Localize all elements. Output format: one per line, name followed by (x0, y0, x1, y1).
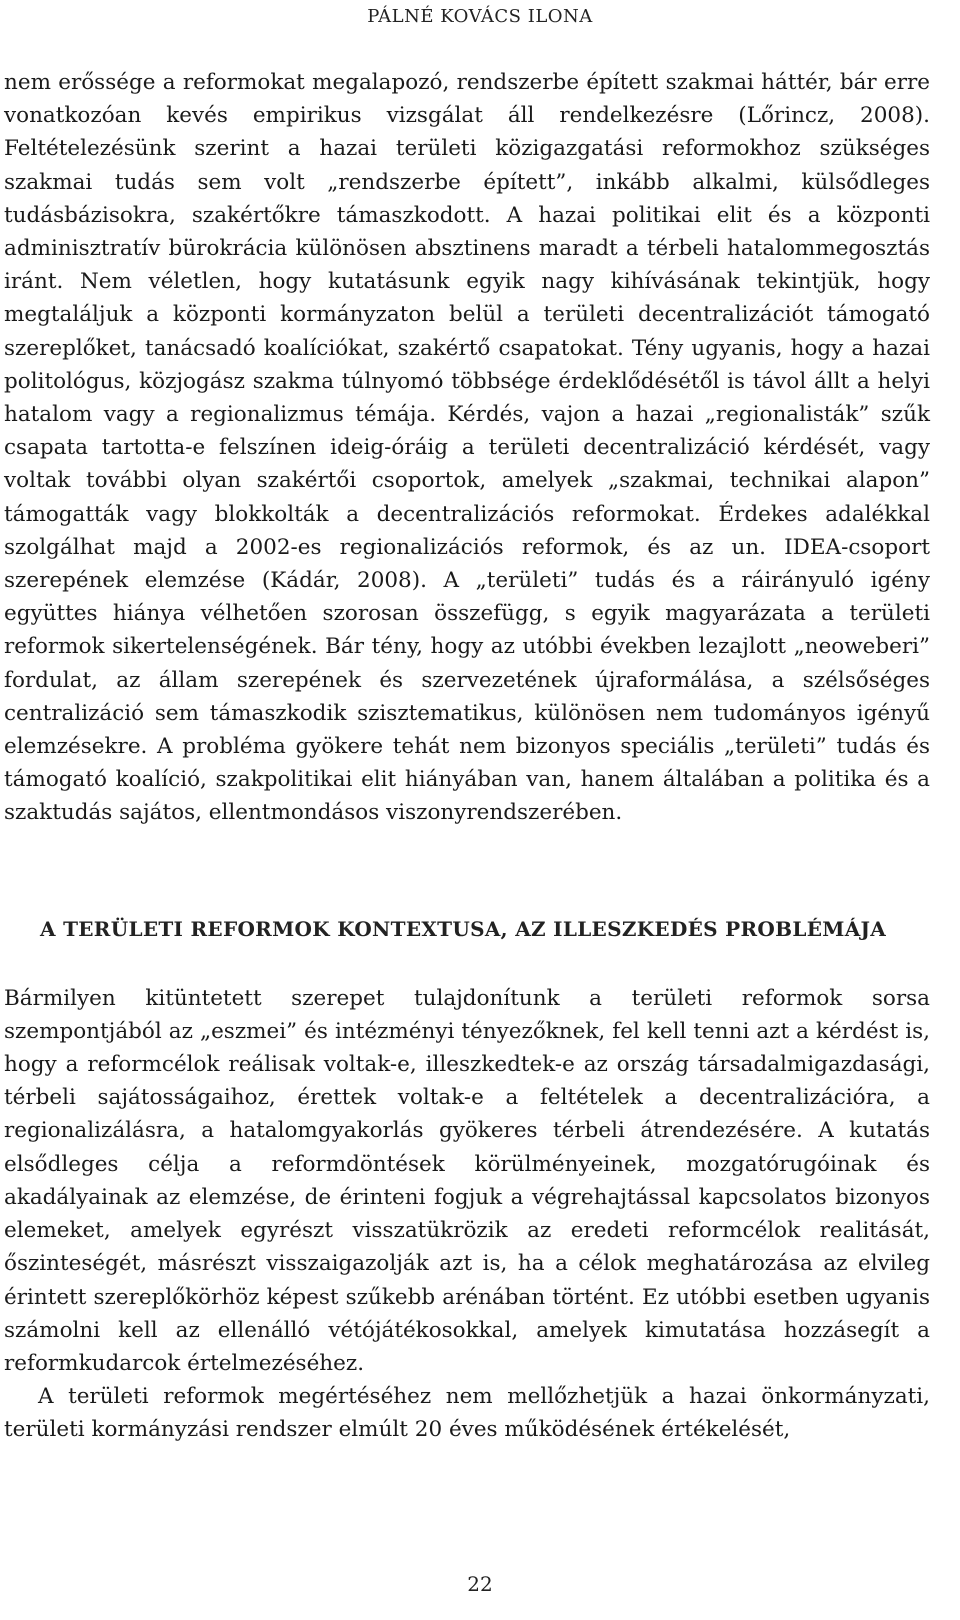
body-paragraph-3: A területi reformok megértéséhez nem mellőzhetjük a hazai önkormányzati, területi kormányzási rendszer elmúlt 20 éves működésének értékelését, (4, 1384, 930, 1443)
running-head: PÁLNÉ KOVÁCS ILONA (367, 6, 593, 27)
body-paragraph-2: Bármilyen kitüntetett szerepet tulajdonítunk a területi reformok sorsa szempontjából az „eszmei” és intézményi tényezőknek, fel kell tenni azt a kérdést is, hogy a reformcélok reálisak voltak-e, illeszkedtek-e az ország társadalmigazdasági, térbeli sajátosságaihoz, érettek voltak-e a feltételek a decentralizációra, a regionalizálásra, a hatalomgyakorlás gyökeres térbeli átrendezésére. A kutatás elsődleges célja a reformdöntések körülményeinek, mozgatórugóinak és akadályainak az elemzése, de érinteni fogjuk a végrehajtással kapcsolatos bizonyos elemeket, amelyek egyrészt visszatükrözik az eredeti reformcélok realitását, őszinteségét, másrészt visszaigazolják azt is, ha a célok meghatározása az elvileg érintett szereplőkörhöz képest szűkebb arénában történt. Ez utóbbi esetben ugyanis számolni kell az ellenálló vétójátékosokkal, amelyek kimutatása hozzásegít a reformkudarcok értelmezéséhez. (4, 985, 930, 1376)
section-heading: A TERÜLETI REFORMOK KONTEXTUSA, AZ ILLESZKEDÉS PROBLÉMÁJA (40, 916, 887, 941)
body-paragraph-1: nem erőssége a reformokat megalapozó, rendszerbe épített szakmai háttér, bár erre vonatkozóan kevés empirikus vizsgálat áll rendelkezésre (Lőrincz, 2008). Feltételezésünk szerint a hazai területi közigazgatási reformokhoz szükséges szakmai tudás sem volt „rendszerbe épített”, inkább alkalmi, külsődleges tudásbázisokra, szakértőkre támaszkodott. A hazai politikai elit és a központi adminisztratív bürokrácia különösen absztinens maradt a térbeli hatalommegosztás iránt. Nem véletlen, hogy kutatásunk egyik nagy kihívásának tekintjük, hogy megtaláljuk a központi kormányzaton belül a területi decentralizációt támogató szereplőket, tanácsadó koalíciókat, szakértő csapatokat. Tény ugyanis, hogy a hazai politológus, közjogász szakma túlnyomó többsége érdeklődésétől is távol állt a helyi hatalom vagy a regionalizmus témája. Kérdés, vajon a hazai „regionalisták” szűk csapata tartotta-e felszínen ideig-óráig a területi decentralizáció kérdését, vagy voltak további olyan szakértői csoportok, amelyek „szakmai, technikai alapon” támogatták vagy blokkolták a decentralizációs reformokat. Érdekes adalékkal szolgálhat majd a 2002-es regionalizációs reformok, és az un. IDEA-csoport szerepének elemzése (Kádár, 2008). A „területi” tudás és a ráirányuló igény együttes hiánya vélhetően szorosan összefügg, s egyik magyarázata a területi reformok sikertelenségének. Bár tény, hogy az utóbbi években lezajlott „neoweberi” fordulat, az állam szerepének és szervezetének újraformálása, a szélsőséges centralizáció sem támaszkodik szisztematikus, különösen nem tudományos igényű elemzésekre. A probléma gyökere tehát nem bizonyos speciális „területi” tudás és támogató koalíció, szakpolitikai elit hiányában van, hanem általában a politika és a szaktudás sajátos, ellentmondásos viszonyrendszerében. (4, 70, 930, 826)
page-number: 22 (467, 1572, 493, 1596)
page-body (4, 66, 930, 1447)
